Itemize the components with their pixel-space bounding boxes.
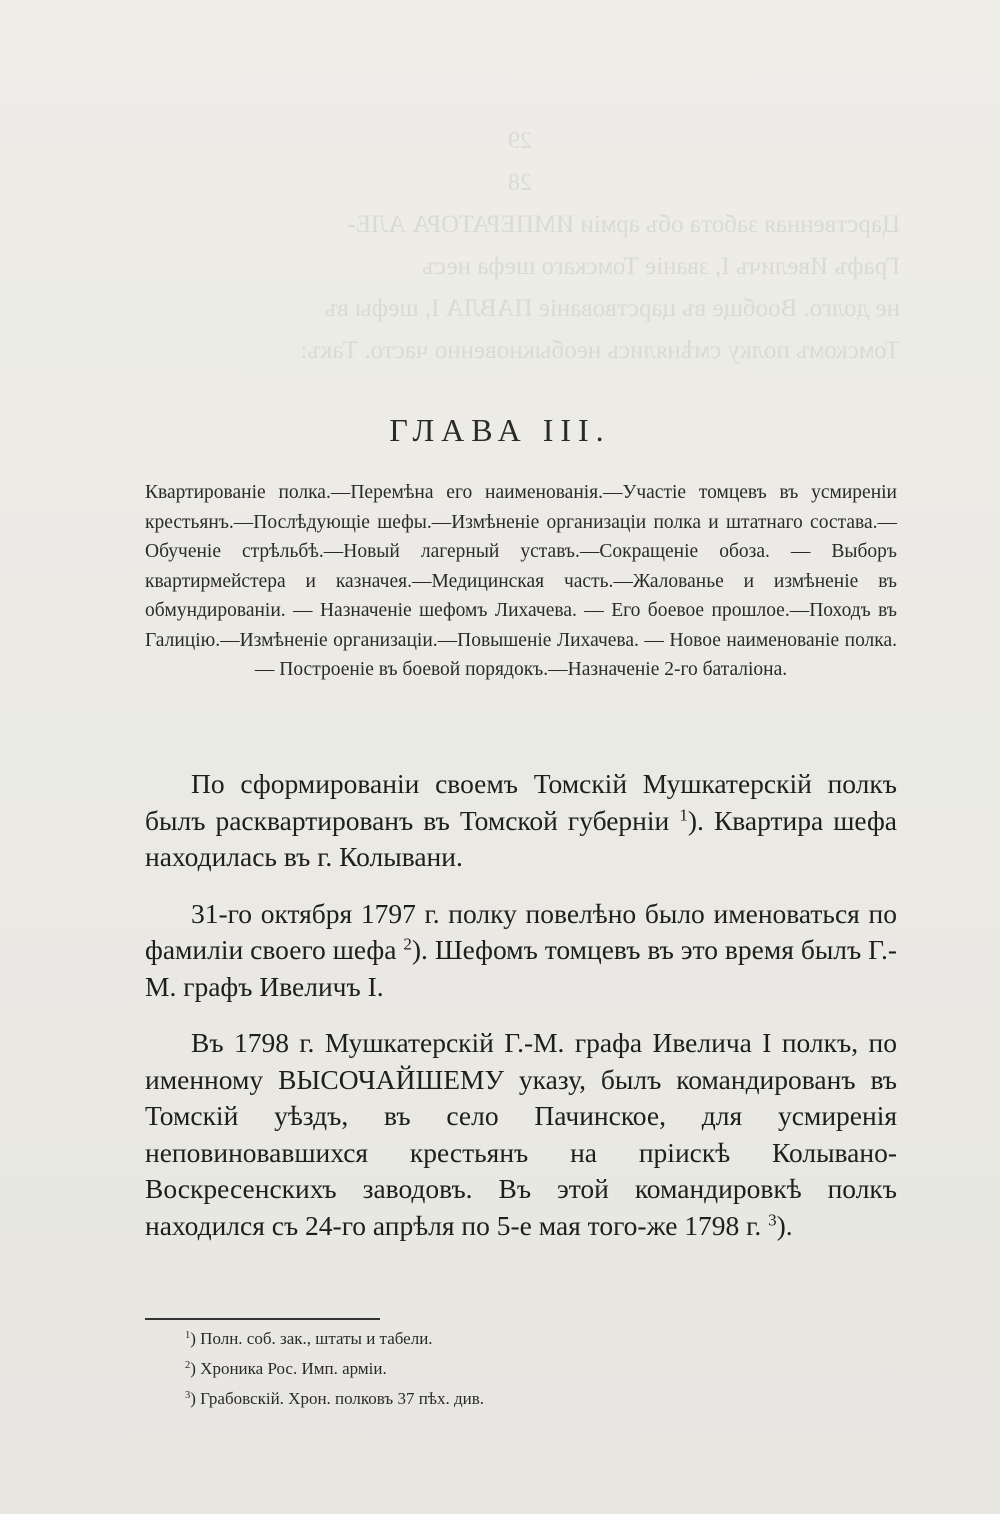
footnote-text: ) Грабовскiй. Хрон. полковъ 37 пѣх. див.	[190, 1389, 485, 1408]
paragraph-text: ). Квартира шефа находилась въ г. Колывани.	[145, 804, 897, 872]
footnote	[185, 1384, 885, 1414]
bleed-line: Графъ Ивеличъ I, званiе Томскаго шефа несъ	[421, 253, 900, 280]
bleed-through-text	[140, 120, 900, 372]
chapter-heading: ГЛАВА III.	[389, 412, 611, 448]
bleed-line: Царственная забота объ армiи ИМПЕРАТОРА АЛЕ-	[347, 211, 900, 238]
footnote-mark: 1	[185, 1330, 191, 1342]
paragraph	[145, 896, 897, 1006]
footnote-text: ) Хроника Рос. Имп. армiи.	[190, 1359, 387, 1378]
footnotes	[185, 1324, 885, 1414]
footnote-text: ) Полн. соб. зак., штаты и табели.	[190, 1329, 433, 1348]
footnote-mark: 3	[185, 1390, 191, 1402]
paragraph-text: ). Шефомъ томцевъ въ это время былъ Г.-М. графъ Ивеличъ I.	[145, 934, 898, 1002]
bleed-line: Томскомъ полку смѣнялись необыкновенно часто. Такъ:	[300, 337, 900, 364]
bleed-line: не долго. Вообще въ царствованiе ПАВЛА I, шефы въ	[324, 295, 900, 322]
footnote-ref: 3	[768, 1210, 777, 1230]
footnote	[185, 1354, 885, 1384]
paragraph-text: Въ 1798 г. Мушкатерскiй Г.-М. графа Ивелича I полкъ, по именному ВЫСОЧАЙШЕМУ указу, былъ командированъ въ Томскiй уѣздъ, въ село Пачинское, для усмиренiя неповиновавшихся крестьянъ на прiискѣ Колывано-Воскресенскихъ заводовъ. Въ этой командировкѣ полкъ находился съ 24-го апрѣля по 5-е мая того-же 1798 г.	[145, 1027, 897, 1241]
paragraph-text: ).	[776, 1209, 793, 1241]
footnote	[185, 1324, 885, 1354]
bleed-page-number: 29	[508, 128, 532, 154]
body-text	[145, 766, 897, 1264]
footnote-rule	[145, 1318, 380, 1320]
paragraph	[145, 766, 897, 876]
paragraph-text: По сформированiи своемъ Томскiй Мушкатерскiй полкъ былъ расквартированъ въ Томской губернiи	[145, 768, 897, 836]
footnote-ref: 2	[403, 934, 412, 954]
paragraph	[145, 1025, 897, 1244]
paragraph-text: 31-го октября 1797 г. полку повелѣно было именоваться по фамилiи своего шефа	[145, 897, 897, 965]
chapter-summary: Квартированiе полка.—Перемѣна его наименованiя.—Участiе томцевъ въ усмиренiи крестьянъ.—Послѣдующiе шефы.—Измѣненiе организацiи полка и штатнаго состава.—Обученiе стрѣльбѣ.—Новый лагерный уставъ.—Сокращенiе обоза. — Выборъ квартирмейстера и казначея.—Медицинская часть.—Жалованье и измѣненiе въ обмундированiи. — Назначенiе шефомъ Лихачева. — Его боевое прошлое.—Походъ въ Галицiю.—Измѣненiе организацiи.—Повышенiе Лихачева. — Новое наименованiе полка. — Построенiе въ боевой порядокъ.—Назначенiе 2-го баталiона.	[145, 482, 897, 680]
footnote-mark: 2	[185, 1360, 191, 1372]
page-number: 28	[508, 170, 532, 196]
footnote-ref: 1	[679, 805, 688, 825]
